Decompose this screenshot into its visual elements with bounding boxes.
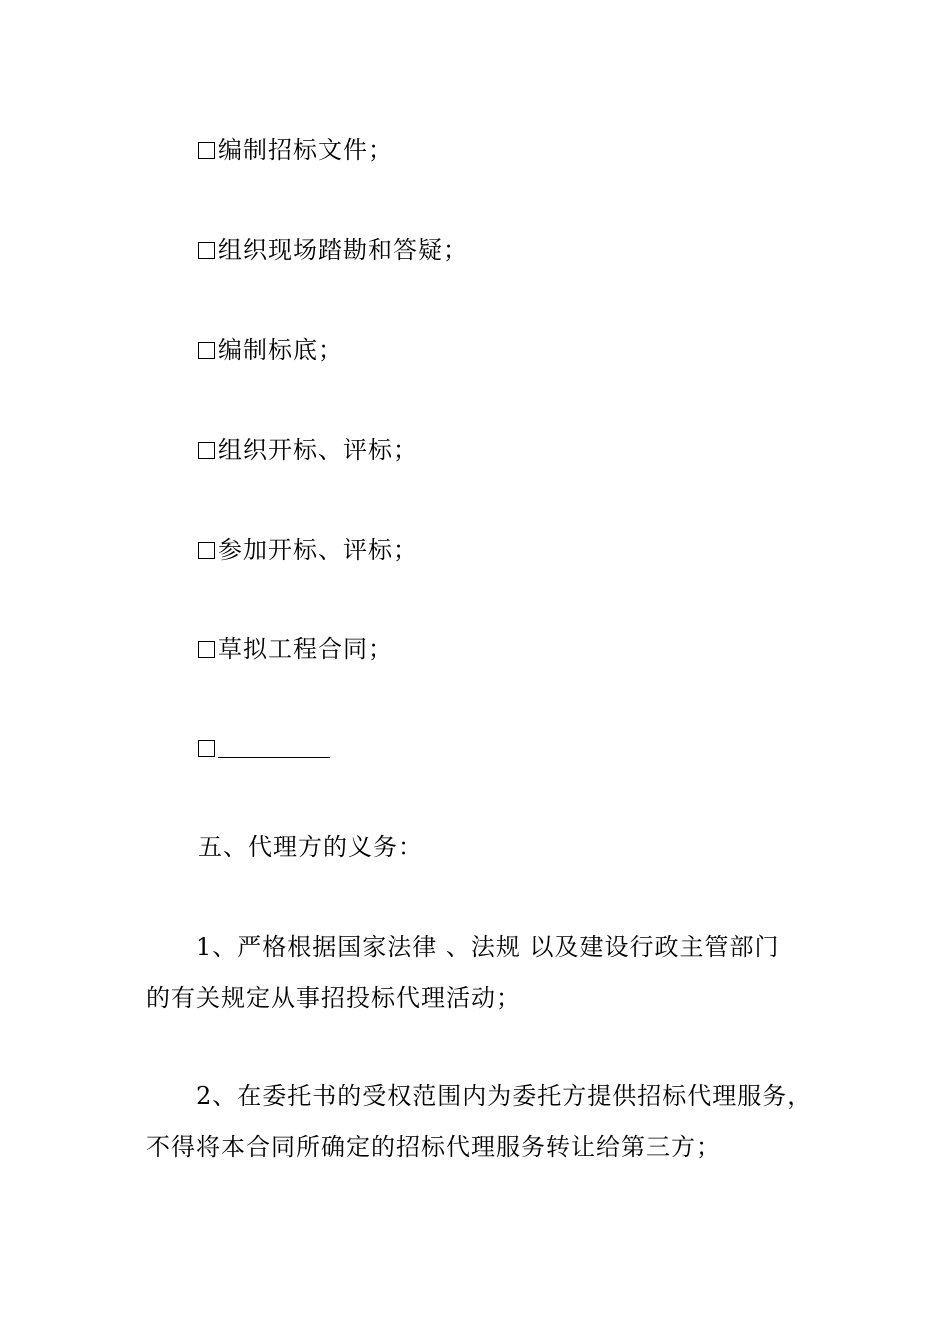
section-heading: 五、代理方的义务： (198, 833, 423, 861)
checklist-item (198, 535, 418, 565)
checklist-text: 参加开标、评标； (218, 536, 418, 564)
checkbox[interactable] (198, 740, 215, 757)
checkbox[interactable] (198, 342, 215, 359)
checklist-item (198, 235, 468, 265)
checklist-text: 组织现场踏勘和答疑； (218, 236, 468, 264)
obligation-item-2-line-1: 2、在委托书的受权范围内为委托方提供招标代理服务， (196, 1082, 813, 1110)
fill-in-blank-line[interactable] (218, 735, 330, 758)
checkbox[interactable] (198, 142, 215, 159)
checklist-item (198, 634, 393, 664)
checkbox[interactable] (198, 242, 215, 259)
obligation-item-2-line-2: 不得将本合同所确定的招标代理服务转让给第三方； (146, 1133, 721, 1161)
checklist-text: 编制标底； (218, 336, 343, 364)
checklist-item (198, 335, 343, 365)
obligation-item-1-line-1: 1、严格根据国家法律 、法规 以及建设行政主管部门 (196, 933, 780, 961)
checkbox[interactable] (198, 641, 215, 658)
checkbox[interactable] (198, 542, 215, 559)
checklist-text: 编制招标文件； (218, 136, 393, 164)
checklist-item-blank (198, 733, 330, 763)
checklist-text: 草拟工程合同； (218, 635, 393, 663)
checklist-item (198, 435, 418, 465)
checkbox[interactable] (198, 442, 215, 459)
obligation-item-1-line-2: 的有关规定从事招投标代理活动； (146, 984, 521, 1012)
checklist-text: 组织开标、评标； (218, 436, 418, 464)
checklist-item (198, 135, 393, 165)
